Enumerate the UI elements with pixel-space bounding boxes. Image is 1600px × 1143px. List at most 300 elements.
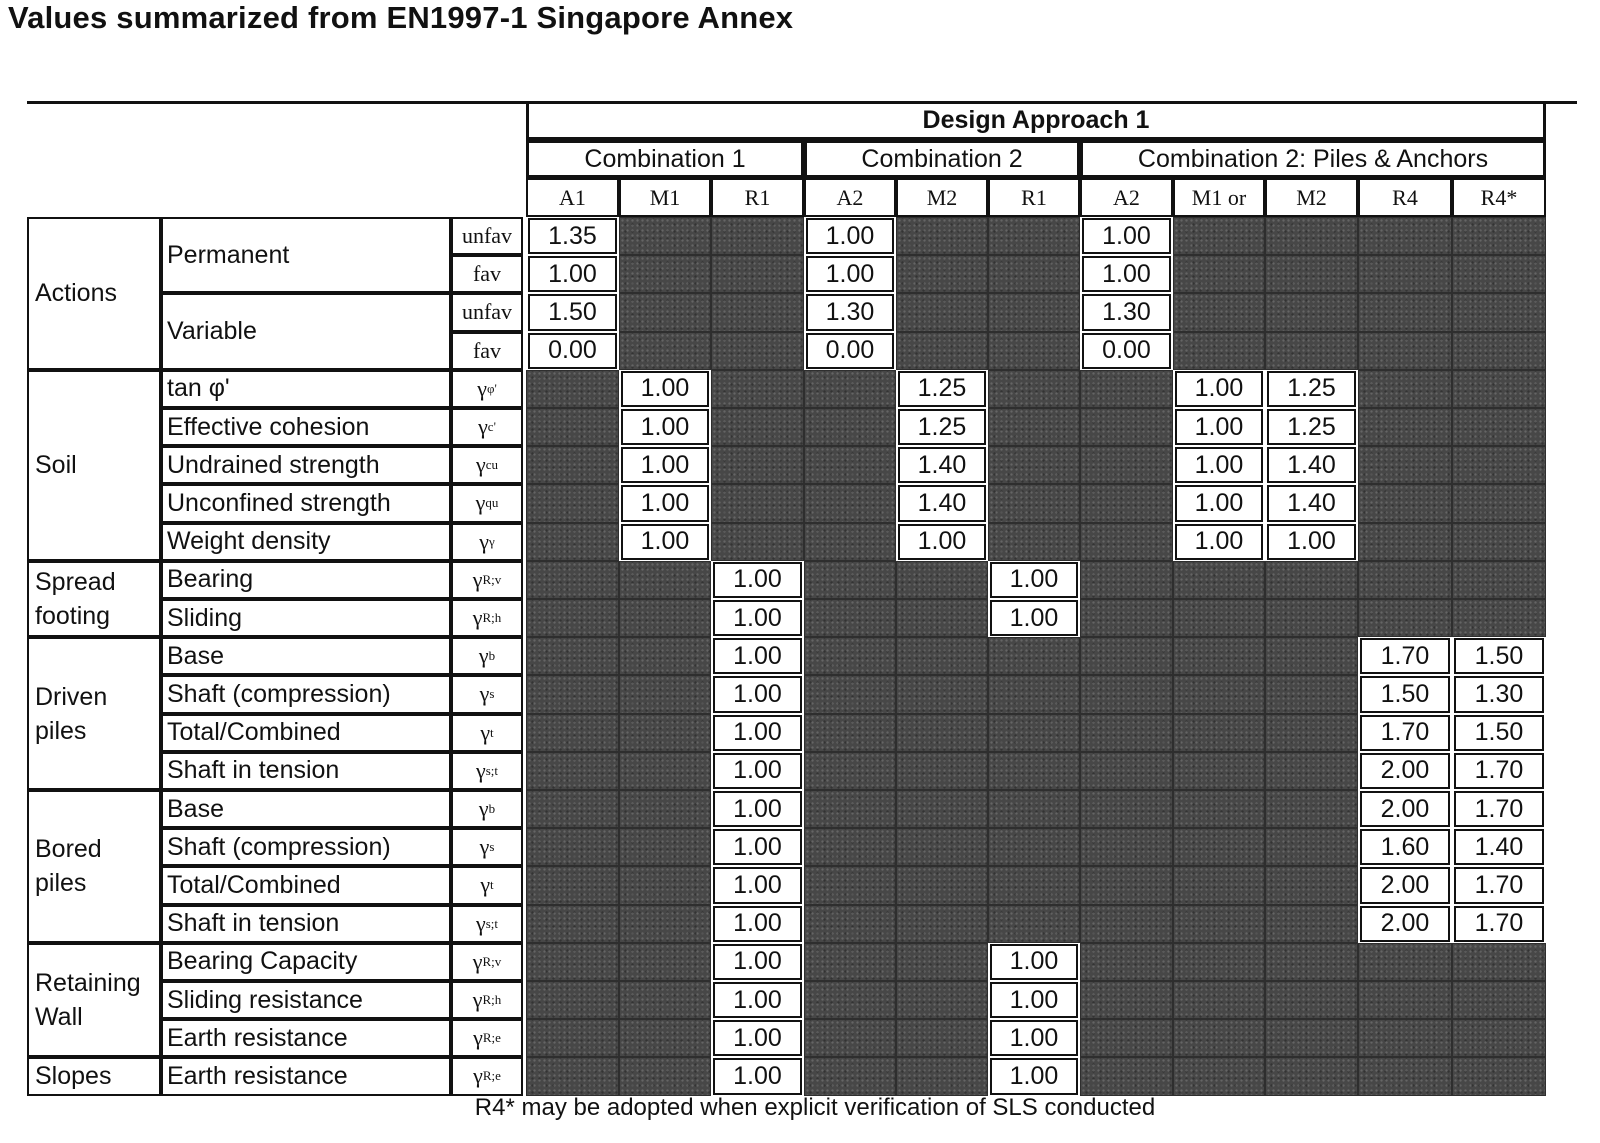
empty-shaded-cell	[1080, 675, 1173, 713]
factor-symbol-text: γ	[478, 643, 489, 669]
row-label: Shaft in tension	[161, 752, 451, 790]
factor-symbol-subscript: R;e	[482, 1030, 501, 1046]
table-cell-value: 1.00	[713, 867, 802, 903]
factor-symbol-text: γ	[478, 414, 488, 440]
empty-shaded-cell	[1080, 561, 1173, 599]
empty-shaded-cell	[619, 905, 711, 943]
empty-shaded-cell	[1452, 293, 1546, 331]
empty-shaded-cell	[1265, 255, 1358, 293]
empty-shaded-cell	[526, 599, 619, 637]
table-cell-value: 1.25	[1267, 409, 1356, 445]
empty-shaded-cell	[1173, 905, 1265, 943]
table-cell-value: 1.00	[990, 1020, 1078, 1056]
factor-symbol-subscript: γ	[488, 533, 495, 549]
empty-shaded-cell	[988, 332, 1080, 370]
empty-shaded-cell	[1080, 790, 1173, 828]
empty-shaded-cell	[1080, 752, 1173, 790]
row-label: Bearing	[161, 561, 451, 599]
factor-symbol-text: unfav	[461, 299, 513, 325]
empty-shaded-cell	[526, 752, 619, 790]
table-cell-value: 2.00	[1360, 753, 1450, 789]
empty-shaded-cell	[1173, 217, 1265, 255]
empty-shaded-cell	[1173, 637, 1265, 675]
table-cell-value: 1.70	[1454, 906, 1544, 942]
factor-symbol-text: γ	[477, 375, 487, 401]
table-cell-value: 1.70	[1360, 638, 1450, 674]
empty-shaded-cell	[1265, 293, 1358, 331]
column-header-3: A2	[804, 178, 896, 217]
empty-shaded-cell	[988, 408, 1080, 446]
table-cell-value: 1.00	[621, 447, 709, 483]
empty-shaded-cell	[711, 370, 804, 408]
factor-symbol	[451, 675, 523, 713]
row-label: Total/Combined	[161, 866, 451, 904]
empty-shaded-cell	[1358, 981, 1452, 1019]
factor-symbol-subscript: s;t	[485, 762, 499, 778]
table-cell-value: 1.00	[713, 715, 802, 751]
empty-shaded-cell	[1265, 1019, 1358, 1057]
table-cell-value: 1.00	[713, 1020, 802, 1056]
factor-symbol-text: γ	[475, 452, 486, 478]
empty-shaded-cell	[988, 523, 1080, 561]
table-cell-value: 1.00	[713, 1058, 802, 1094]
empty-shaded-cell	[619, 1057, 711, 1095]
empty-shaded-cell	[526, 981, 619, 1019]
empty-shaded-cell	[1358, 599, 1452, 637]
factor-symbol-text: γ	[472, 948, 483, 974]
factor-symbol-subscript: s	[489, 686, 495, 702]
empty-shaded-cell	[896, 714, 988, 752]
empty-shaded-cell	[1358, 446, 1452, 484]
table-cell-value: 1.30	[1082, 294, 1171, 330]
factor-symbol	[451, 905, 523, 943]
empty-shaded-cell	[988, 866, 1080, 904]
empty-shaded-cell	[1452, 484, 1546, 522]
row-label: Undrained strength	[161, 446, 451, 484]
empty-shaded-cell	[1173, 293, 1265, 331]
row-label: Effective cohesion	[161, 408, 451, 446]
table-cell-value: 1.00	[1175, 447, 1263, 483]
empty-shaded-cell	[896, 1019, 988, 1057]
table-cell-value: 1.50	[528, 294, 617, 330]
empty-shaded-cell	[1080, 446, 1173, 484]
column-header-8: M2	[1265, 178, 1358, 217]
empty-shaded-cell	[1080, 828, 1173, 866]
factor-symbol-text: γ	[472, 987, 483, 1013]
row-group-label: Soil	[27, 370, 161, 561]
empty-shaded-cell	[526, 637, 619, 675]
empty-shaded-cell	[526, 675, 619, 713]
table-cell-value: 1.40	[1267, 447, 1356, 483]
empty-shaded-cell	[1358, 408, 1452, 446]
factor-symbol-text: γ	[475, 910, 486, 936]
row-label: Earth resistance	[161, 1019, 451, 1057]
table-cell-value: 1.00	[1267, 524, 1356, 560]
empty-shaded-cell	[526, 828, 619, 866]
factor-symbol	[451, 714, 523, 752]
column-header-0: A1	[526, 178, 619, 217]
empty-shaded-cell	[988, 293, 1080, 331]
table-cell-value: 1.00	[713, 562, 802, 598]
empty-shaded-cell	[896, 675, 988, 713]
empty-shaded-cell	[896, 561, 988, 599]
table-cell-value: 1.00	[713, 676, 802, 712]
empty-shaded-cell	[988, 446, 1080, 484]
empty-shaded-cell	[804, 905, 896, 943]
factor-symbol	[451, 981, 523, 1019]
table-cell-value: 1.00	[990, 1058, 1078, 1094]
empty-shaded-cell	[988, 217, 1080, 255]
empty-shaded-cell	[1265, 332, 1358, 370]
empty-shaded-cell	[619, 943, 711, 981]
table-cell-value: 1.00	[713, 982, 802, 1018]
factor-symbol-subscript: t	[490, 877, 494, 893]
table-cell-value: 1.00	[713, 638, 802, 674]
empty-shaded-cell	[804, 981, 896, 1019]
row-label: Weight density	[161, 523, 451, 561]
column-header-4: M2	[896, 178, 988, 217]
empty-shaded-cell	[804, 484, 896, 522]
factor-symbol-text: γ	[479, 834, 490, 860]
empty-shaded-cell	[1358, 561, 1452, 599]
empty-shaded-cell	[1452, 255, 1546, 293]
table-cell-value: 1.50	[1454, 638, 1544, 674]
factor-symbol	[451, 1019, 523, 1057]
action-type-label: Variable	[161, 293, 451, 369]
table-cell-value: 1.00	[1082, 218, 1171, 254]
table-cell-value: 0.00	[528, 333, 617, 369]
empty-shaded-cell	[711, 332, 804, 370]
empty-shaded-cell	[804, 790, 896, 828]
factor-symbol-text: γ	[475, 757, 486, 783]
empty-shaded-cell	[896, 332, 988, 370]
factor-symbol-subscript: t	[490, 724, 494, 740]
empty-shaded-cell	[711, 217, 804, 255]
empty-shaded-cell	[988, 752, 1080, 790]
empty-shaded-cell	[711, 255, 804, 293]
row-label: Earth resistance	[161, 1057, 451, 1095]
empty-shaded-cell	[1265, 561, 1358, 599]
table-cell-value: 1.00	[806, 256, 894, 292]
empty-shaded-cell	[1358, 1057, 1452, 1095]
empty-shaded-cell	[988, 790, 1080, 828]
table-cell-value: 1.25	[898, 371, 986, 407]
empty-shaded-cell	[1265, 981, 1358, 1019]
factor-symbol-text: γ	[479, 681, 490, 707]
empty-shaded-cell	[1173, 675, 1265, 713]
row-label: tan φ'	[161, 370, 451, 408]
empty-shaded-cell	[1358, 293, 1452, 331]
empty-shaded-cell	[1452, 561, 1546, 599]
empty-shaded-cell	[526, 561, 619, 599]
empty-shaded-cell	[988, 714, 1080, 752]
factor-symbol	[451, 523, 523, 561]
empty-shaded-cell	[619, 332, 711, 370]
empty-shaded-cell	[804, 370, 896, 408]
empty-shaded-cell	[711, 293, 804, 331]
empty-shaded-cell	[988, 828, 1080, 866]
empty-shaded-cell	[804, 675, 896, 713]
factor-symbol	[451, 866, 523, 904]
empty-shaded-cell	[526, 905, 619, 943]
table-cell-value: 1.50	[1454, 715, 1544, 751]
empty-shaded-cell	[1080, 943, 1173, 981]
empty-shaded-cell	[896, 752, 988, 790]
factor-symbol-text: γ	[473, 1025, 483, 1051]
empty-shaded-cell	[896, 599, 988, 637]
combination-1-header: Combination 1	[526, 140, 804, 178]
empty-shaded-cell	[619, 217, 711, 255]
empty-shaded-cell	[896, 790, 988, 828]
table-cell-value: 1.40	[1267, 485, 1356, 521]
empty-shaded-cell	[988, 675, 1080, 713]
empty-shaded-cell	[1173, 790, 1265, 828]
empty-shaded-cell	[804, 943, 896, 981]
table-cell-value: 1.00	[713, 944, 802, 980]
column-header-1: M1	[619, 178, 711, 217]
empty-shaded-cell	[619, 255, 711, 293]
table-cell-value: 1.00	[713, 906, 802, 942]
empty-shaded-cell	[1452, 1057, 1546, 1095]
empty-shaded-cell	[1452, 446, 1546, 484]
empty-shaded-cell	[1265, 752, 1358, 790]
empty-shaded-cell	[619, 599, 711, 637]
empty-shaded-cell	[526, 523, 619, 561]
factor-symbol	[451, 217, 523, 255]
empty-shaded-cell	[1265, 217, 1358, 255]
empty-shaded-cell	[1080, 981, 1173, 1019]
empty-shaded-cell	[1265, 599, 1358, 637]
empty-shaded-cell	[1173, 255, 1265, 293]
empty-shaded-cell	[1265, 866, 1358, 904]
empty-shaded-cell	[1358, 217, 1452, 255]
table-cell-value: 1.00	[806, 218, 894, 254]
empty-shaded-cell	[804, 752, 896, 790]
empty-shaded-cell	[526, 943, 619, 981]
table-cell-value: 1.00	[621, 524, 709, 560]
empty-shaded-cell	[804, 866, 896, 904]
empty-shaded-cell	[1265, 637, 1358, 675]
empty-shaded-cell	[1358, 523, 1452, 561]
table-cell-value: 1.30	[806, 294, 894, 330]
table-cell-value: 1.70	[1454, 867, 1544, 903]
table-cell-value: 1.00	[713, 600, 802, 636]
empty-shaded-cell	[1080, 637, 1173, 675]
column-header-10: R4*	[1452, 178, 1546, 217]
factor-symbol-text: γ	[479, 528, 489, 554]
empty-shaded-cell	[988, 255, 1080, 293]
row-label: Sliding resistance	[161, 981, 451, 1019]
empty-shaded-cell	[988, 637, 1080, 675]
empty-shaded-cell	[1080, 866, 1173, 904]
factor-symbol-text: γ	[472, 566, 483, 592]
empty-shaded-cell	[804, 1019, 896, 1057]
factor-symbol-text: fav	[472, 337, 502, 363]
empty-shaded-cell	[804, 446, 896, 484]
factor-symbol-subscript: φ'	[486, 380, 497, 396]
empty-shaded-cell	[804, 599, 896, 637]
table-cell-value: 1.00	[621, 485, 709, 521]
empty-shaded-cell	[1452, 217, 1546, 255]
empty-shaded-cell	[1358, 332, 1452, 370]
table-cell-value: 1.25	[898, 409, 986, 445]
factor-symbol-text: γ	[480, 719, 491, 745]
empty-shaded-cell	[619, 828, 711, 866]
empty-shaded-cell	[1080, 599, 1173, 637]
empty-shaded-cell	[1452, 599, 1546, 637]
factor-symbol	[451, 332, 523, 370]
empty-shaded-cell	[1265, 943, 1358, 981]
factor-symbol-subscript: R;v	[482, 571, 502, 587]
factor-symbol-text: γ	[472, 605, 483, 631]
factor-symbol	[451, 370, 523, 408]
row-label: Shaft in tension	[161, 905, 451, 943]
row-label: Shaft (compression)	[161, 675, 451, 713]
table-cell-value: 1.00	[1082, 256, 1171, 292]
row-label: Base	[161, 637, 451, 675]
table-cell-value: 2.00	[1360, 906, 1450, 942]
empty-shaded-cell	[1358, 943, 1452, 981]
empty-shaded-cell	[1452, 332, 1546, 370]
factor-symbol	[451, 408, 523, 446]
row-label: Total/Combined	[161, 714, 451, 752]
empty-shaded-cell	[1358, 1019, 1452, 1057]
empty-shaded-cell	[619, 1019, 711, 1057]
empty-shaded-cell	[1452, 523, 1546, 561]
table-cell-value: 1.25	[1267, 371, 1356, 407]
empty-shaded-cell	[804, 828, 896, 866]
empty-shaded-cell	[896, 217, 988, 255]
factor-symbol-subscript: qu	[485, 495, 499, 511]
factor-symbol-subscript: R;e	[482, 1068, 501, 1084]
combination-2-header: Combination 2	[804, 140, 1080, 178]
factor-symbol-text: γ	[475, 490, 486, 516]
column-header-7: M1 or	[1173, 178, 1265, 217]
factor-symbol	[451, 1057, 523, 1095]
column-header-2: R1	[711, 178, 804, 217]
empty-shaded-cell	[1452, 370, 1546, 408]
empty-shaded-cell	[896, 1057, 988, 1095]
factor-symbol	[451, 637, 523, 675]
empty-shaded-cell	[1173, 561, 1265, 599]
factor-symbol-text: γ	[473, 1063, 483, 1089]
empty-shaded-cell	[526, 446, 619, 484]
empty-shaded-cell	[1173, 828, 1265, 866]
table-cell-value: 1.00	[990, 562, 1078, 598]
factor-symbol-subscript: cu	[485, 457, 498, 473]
empty-shaded-cell	[1173, 1019, 1265, 1057]
empty-shaded-cell	[526, 408, 619, 446]
table-cell-value: 1.70	[1454, 753, 1544, 789]
empty-shaded-cell	[619, 981, 711, 1019]
empty-shaded-cell	[526, 370, 619, 408]
empty-shaded-cell	[896, 637, 988, 675]
table-cell-value: 1.40	[898, 447, 986, 483]
table-cell-value: 1.00	[713, 753, 802, 789]
table-cell-value: 1.35	[528, 218, 617, 254]
table-cell-value: 1.00	[1175, 485, 1263, 521]
factor-symbol	[451, 484, 523, 522]
table-cell-value: 1.00	[990, 944, 1078, 980]
empty-shaded-cell	[804, 714, 896, 752]
empty-shaded-cell	[1265, 828, 1358, 866]
empty-shaded-cell	[526, 714, 619, 752]
empty-shaded-cell	[1452, 1019, 1546, 1057]
table-cell-value: 1.50	[1360, 676, 1450, 712]
empty-shaded-cell	[1265, 714, 1358, 752]
empty-shaded-cell	[988, 905, 1080, 943]
row-group-label: Actions	[27, 217, 161, 370]
empty-shaded-cell	[804, 523, 896, 561]
column-header-5: R1	[988, 178, 1080, 217]
table-cell-value: 1.00	[1175, 409, 1263, 445]
table-cell-value: 1.30	[1454, 676, 1544, 712]
row-label: Base	[161, 790, 451, 828]
table-cell-value: 2.00	[1360, 867, 1450, 903]
table-cell-value: 1.00	[528, 256, 617, 292]
factor-symbol-subscript: R;h	[482, 610, 502, 626]
empty-shaded-cell	[804, 561, 896, 599]
empty-shaded-cell	[1358, 255, 1452, 293]
factor-symbol-text: γ	[480, 872, 491, 898]
empty-shaded-cell	[1080, 1019, 1173, 1057]
table-cell-value: 1.00	[713, 791, 802, 827]
empty-shaded-cell	[896, 905, 988, 943]
factor-symbol	[451, 293, 523, 331]
empty-shaded-cell	[1080, 370, 1173, 408]
empty-shaded-cell	[526, 1057, 619, 1095]
empty-shaded-cell	[619, 866, 711, 904]
factor-symbol	[451, 255, 523, 293]
empty-shaded-cell	[1080, 408, 1173, 446]
row-group-label: Retaining Wall	[27, 943, 161, 1058]
empty-shaded-cell	[896, 866, 988, 904]
empty-shaded-cell	[526, 484, 619, 522]
empty-shaded-cell	[1173, 1057, 1265, 1095]
empty-shaded-cell	[711, 408, 804, 446]
table-cell-value: 1.70	[1360, 715, 1450, 751]
empty-shaded-cell	[619, 752, 711, 790]
empty-shaded-cell	[1173, 866, 1265, 904]
empty-shaded-cell	[526, 866, 619, 904]
row-group-label: Driven piles	[27, 637, 161, 790]
table-cell-value: 1.00	[990, 982, 1078, 1018]
empty-shaded-cell	[804, 1057, 896, 1095]
factor-symbol	[451, 446, 523, 484]
empty-shaded-cell	[896, 828, 988, 866]
empty-shaded-cell	[1173, 943, 1265, 981]
column-header-9: R4	[1358, 178, 1452, 217]
empty-shaded-cell	[1173, 714, 1265, 752]
empty-shaded-cell	[1080, 1057, 1173, 1095]
empty-shaded-cell	[1080, 714, 1173, 752]
empty-shaded-cell	[619, 714, 711, 752]
row-label: Bearing Capacity	[161, 943, 451, 981]
empty-shaded-cell	[1080, 523, 1173, 561]
empty-shaded-cell	[1265, 1057, 1358, 1095]
empty-shaded-cell	[896, 981, 988, 1019]
table-cell-value: 1.60	[1360, 829, 1450, 865]
empty-shaded-cell	[988, 370, 1080, 408]
empty-shaded-cell	[1265, 790, 1358, 828]
empty-shaded-cell	[619, 675, 711, 713]
table-cell-value: 1.00	[1175, 371, 1263, 407]
action-type-label: Permanent	[161, 217, 451, 293]
table-cell-value: 1.00	[621, 409, 709, 445]
factor-symbol-text: unfav	[461, 223, 513, 249]
factor-symbol-subscript: b	[488, 648, 496, 664]
empty-shaded-cell	[1080, 484, 1173, 522]
